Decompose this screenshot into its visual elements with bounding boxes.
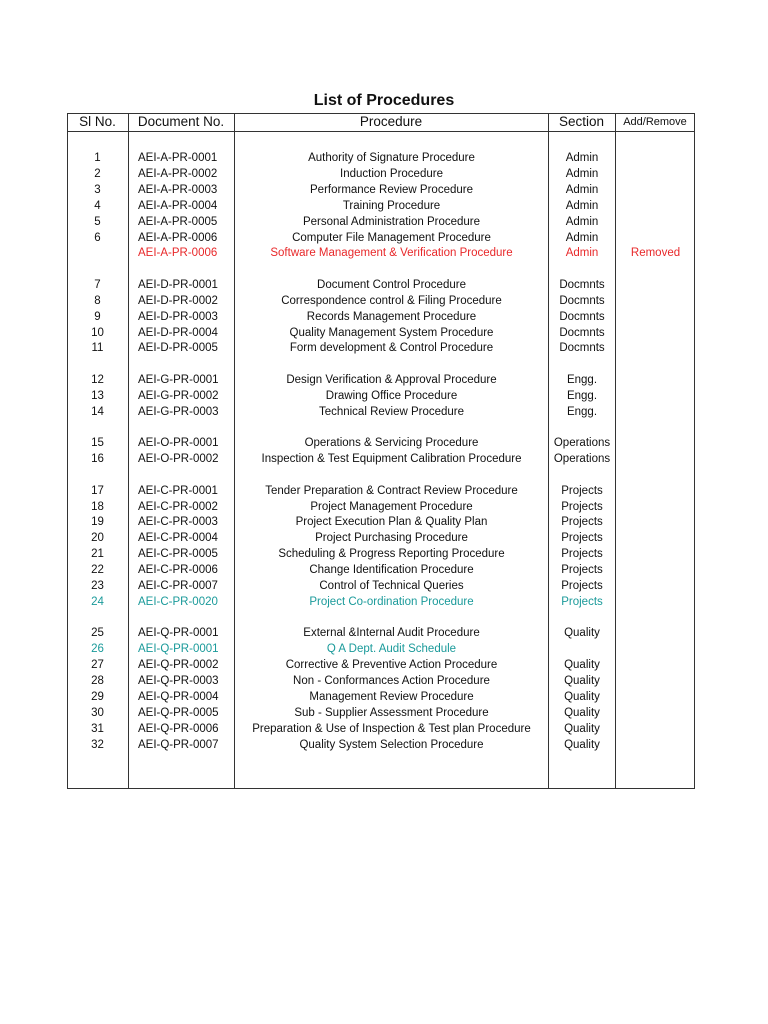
table-row <box>0 325 768 341</box>
table-row <box>0 372 768 388</box>
cell-sl-no: 13 <box>91 390 104 402</box>
cell-procedure: Q A Dept. Audit Schedule <box>326 643 457 655</box>
cell-procedure: Corrective & Preventive Action Procedure <box>285 659 498 671</box>
cell-sl-no: 14 <box>91 406 104 418</box>
header-document-no: Document No. <box>137 114 225 129</box>
cell-section: Projects <box>561 580 603 592</box>
cell-sl-no: 31 <box>91 723 104 735</box>
cell-document-no: AEI-G-PR-0002 <box>138 390 219 402</box>
cell-procedure: Technical Review Procedure <box>318 406 465 418</box>
cell-procedure: Project Co-ordination Procedure <box>309 596 474 608</box>
table-row <box>0 388 768 404</box>
cell-document-no: AEI-C-PR-0004 <box>138 532 218 544</box>
header-procedure: Procedure <box>359 114 423 129</box>
cell-section: Engg. <box>566 390 598 402</box>
page-title: List of Procedures <box>313 92 455 109</box>
cell-document-no: AEI-C-PR-0006 <box>138 564 218 576</box>
cell-document-no: AEI-A-PR-0001 <box>138 152 218 164</box>
cell-document-no: AEI-D-PR-0004 <box>138 327 218 339</box>
cell-section: Projects <box>561 532 603 544</box>
table-row <box>0 562 768 578</box>
table-row <box>0 594 768 610</box>
cell-document-no: AEI-Q-PR-0003 <box>138 675 219 687</box>
cell-sl-no: 11 <box>91 342 104 354</box>
cell-procedure: Project Execution Plan & Quality Plan <box>295 516 488 528</box>
table-row <box>0 245 768 261</box>
cell-section: Projects <box>561 485 603 497</box>
cell-document-no: AEI-D-PR-0005 <box>138 342 218 354</box>
cell-sl-no: 30 <box>91 707 104 719</box>
cell-section: Projects <box>561 548 603 560</box>
cell-procedure: Document Control Procedure <box>317 279 466 291</box>
table-row <box>0 293 768 309</box>
cell-document-no: AEI-O-PR-0002 <box>138 453 219 465</box>
cell-document-no: AEI-Q-PR-0005 <box>138 707 219 719</box>
cell-section: Projects <box>561 516 603 528</box>
cell-section: Operations <box>553 453 611 465</box>
cell-procedure: Correspondence control & Filing Procedure <box>281 295 502 307</box>
cell-procedure: External &Internal Audit Procedure <box>303 627 480 639</box>
cell-section: Projects <box>561 501 603 513</box>
cell-document-no: AEI-A-PR-0006 <box>138 247 218 259</box>
cell-section: Docmnts <box>559 311 605 323</box>
cell-procedure: Computer File Management Procedure <box>292 232 491 244</box>
cell-section: Docmnts <box>559 342 605 354</box>
cell-procedure: Quality System Selection Procedure <box>299 739 484 751</box>
table-row <box>0 150 768 166</box>
table-row <box>0 451 768 467</box>
cell-procedure: Quality Management System Procedure <box>289 327 494 339</box>
cell-sl-no: 29 <box>91 691 104 703</box>
cell-procedure: Operations & Servicing Procedure <box>304 437 479 449</box>
cell-document-no: AEI-Q-PR-0007 <box>138 739 219 751</box>
table-row <box>0 514 768 530</box>
cell-section: Docmnts <box>559 279 605 291</box>
cell-sl-no: 4 <box>94 200 101 212</box>
cell-sl-no: 1 <box>94 152 101 164</box>
cell-document-no: AEI-G-PR-0003 <box>138 406 219 418</box>
table-row <box>0 530 768 546</box>
cell-section: Admin <box>565 152 599 164</box>
cell-sl-no: 6 <box>94 232 101 244</box>
cell-sl-no: 28 <box>91 675 104 687</box>
table-row <box>0 499 768 515</box>
cell-sl-no: 21 <box>91 548 104 560</box>
cell-section: Admin <box>565 168 599 180</box>
cell-document-no: AEI-G-PR-0001 <box>138 374 219 386</box>
cell-document-no: AEI-A-PR-0006 <box>138 232 218 244</box>
cell-sl-no: 10 <box>91 327 104 339</box>
cell-section: Quality <box>564 675 600 687</box>
cell-document-no: AEI-Q-PR-0004 <box>138 691 219 703</box>
table-row <box>0 277 768 293</box>
header-sl-no: Sl No. <box>79 114 116 129</box>
cell-section: Engg. <box>566 374 598 386</box>
table-row <box>0 182 768 198</box>
cell-sl-no: 24 <box>91 596 104 608</box>
cell-section: Quality <box>564 691 600 703</box>
cell-sl-no: 2 <box>94 168 101 180</box>
cell-section: Admin <box>565 216 599 228</box>
cell-document-no: AEI-A-PR-0004 <box>138 200 218 212</box>
cell-procedure: Induction Procedure <box>340 168 443 180</box>
cell-sl-no: 12 <box>91 374 104 386</box>
cell-procedure: Project Purchasing Procedure <box>315 532 468 544</box>
table-row <box>0 705 768 721</box>
cell-section: Projects <box>561 596 603 608</box>
table-row <box>0 309 768 325</box>
cell-section: Operations <box>553 437 611 449</box>
cell-document-no: AEI-D-PR-0002 <box>138 295 218 307</box>
cell-document-no: AEI-Q-PR-0002 <box>138 659 219 671</box>
cell-section: Quality <box>564 707 600 719</box>
cell-section: Projects <box>561 564 603 576</box>
cell-document-no: AEI-C-PR-0005 <box>138 548 218 560</box>
cell-section: Quality <box>564 739 600 751</box>
cell-procedure: Authority of Signature Procedure <box>308 152 475 164</box>
cell-section: Quality <box>564 659 600 671</box>
cell-section: Admin <box>565 232 599 244</box>
cell-sl-no: 5 <box>94 216 101 228</box>
header-section: Section <box>558 114 605 129</box>
cell-procedure: Drawing Office Procedure <box>325 390 458 402</box>
table-row <box>0 641 768 657</box>
cell-procedure: Personal Administration Procedure <box>302 216 481 228</box>
table-row <box>0 404 768 420</box>
cell-sl-no: 15 <box>91 437 104 449</box>
cell-section: Quality <box>564 627 600 639</box>
cell-document-no: AEI-A-PR-0003 <box>138 184 218 196</box>
table-row <box>0 721 768 737</box>
cell-procedure: Training Procedure <box>342 200 441 212</box>
table-row <box>0 657 768 673</box>
header-add-remove: Add/Remove <box>623 116 687 128</box>
cell-procedure: Sub - Supplier Assessment Procedure <box>294 707 489 719</box>
cell-document-no: AEI-D-PR-0001 <box>138 279 218 291</box>
cell-section: Admin <box>565 200 599 212</box>
cell-section: Admin <box>565 247 599 259</box>
cell-procedure: Inspection & Test Equipment Calibration Procedure <box>261 453 522 465</box>
cell-document-no: AEI-Q-PR-0006 <box>138 723 219 735</box>
table-row <box>0 435 768 451</box>
cell-document-no: AEI-A-PR-0002 <box>138 168 218 180</box>
cell-sl-no: 16 <box>91 453 104 465</box>
cell-sl-no: 22 <box>91 564 104 576</box>
cell-procedure: Design Verification & Approval Procedure <box>286 374 497 386</box>
table-row <box>0 340 768 356</box>
cell-sl-no: 23 <box>91 580 104 592</box>
table-row <box>0 578 768 594</box>
cell-document-no: AEI-Q-PR-0001 <box>138 627 219 639</box>
cell-document-no: AEI-C-PR-0002 <box>138 501 218 513</box>
table-row <box>0 673 768 689</box>
cell-section: Admin <box>565 184 599 196</box>
cell-procedure: Non - Conformances Action Procedure <box>293 675 490 687</box>
cell-document-no: AEI-C-PR-0001 <box>138 485 218 497</box>
table-row <box>0 625 768 641</box>
cell-document-no: AEI-C-PR-0007 <box>138 580 218 592</box>
cell-procedure: Preparation & Use of Inspection & Test plan Procedure <box>252 723 531 735</box>
cell-document-no: AEI-O-PR-0001 <box>138 437 219 449</box>
cell-section: Engg. <box>566 406 598 418</box>
table-row <box>0 198 768 214</box>
cell-document-no: AEI-C-PR-0020 <box>138 596 218 608</box>
cell-procedure: Performance Review Procedure <box>310 184 473 196</box>
cell-document-no: AEI-Q-PR-0001 <box>138 643 219 655</box>
cell-procedure: Tender Preparation & Contract Review Procedure <box>265 485 518 497</box>
table-row <box>0 166 768 182</box>
cell-procedure: Change Identification Procedure <box>309 564 474 576</box>
table-row <box>0 546 768 562</box>
cell-sl-no: 26 <box>91 643 104 655</box>
cell-sl-no: 8 <box>94 295 101 307</box>
cell-sl-no: 19 <box>91 516 104 528</box>
cell-sl-no: 27 <box>91 659 104 671</box>
cell-add-remove: Removed <box>630 247 681 259</box>
cell-document-no: AEI-C-PR-0003 <box>138 516 218 528</box>
cell-procedure: Management Review Procedure <box>309 691 474 703</box>
cell-sl-no: 25 <box>91 627 104 639</box>
cell-sl-no: 9 <box>94 311 101 323</box>
cell-procedure: Scheduling & Progress Reporting Procedure <box>278 548 505 560</box>
cell-procedure: Project Management Procedure <box>310 501 473 513</box>
cell-procedure: Form development & Control Procedure <box>289 342 494 354</box>
table-row <box>0 483 768 499</box>
cell-sl-no: 20 <box>91 532 104 544</box>
table-row <box>0 214 768 230</box>
cell-document-no: AEI-D-PR-0003 <box>138 311 218 323</box>
table-row <box>0 737 768 753</box>
table-row <box>0 689 768 705</box>
cell-procedure: Software Management & Verification Procedure <box>270 247 513 259</box>
cell-procedure: Control of Technical Queries <box>319 580 464 592</box>
cell-document-no: AEI-A-PR-0005 <box>138 216 218 228</box>
cell-section: Docmnts <box>559 327 605 339</box>
cell-sl-no: 7 <box>94 279 101 291</box>
cell-sl-no: 32 <box>91 739 104 751</box>
cell-section: Docmnts <box>559 295 605 307</box>
cell-sl-no: 17 <box>91 485 104 497</box>
cell-sl-no: 18 <box>91 501 104 513</box>
cell-sl-no: 3 <box>94 184 101 196</box>
table-row <box>0 230 768 246</box>
cell-section: Quality <box>564 723 600 735</box>
cell-procedure: Records Management Procedure <box>306 311 477 323</box>
